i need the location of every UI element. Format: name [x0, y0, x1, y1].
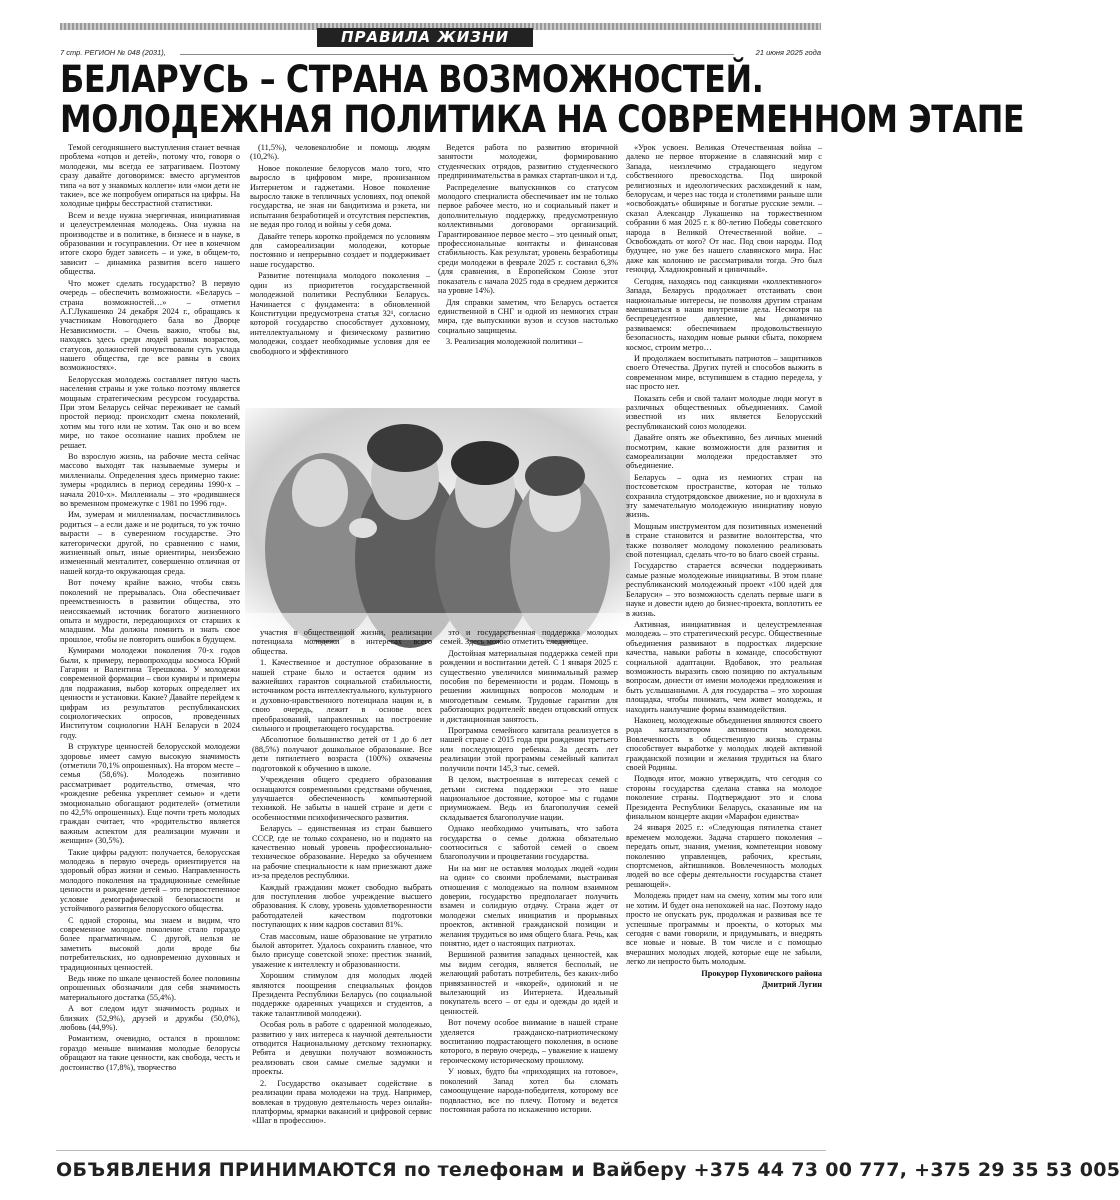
paragraph: участия в общественной жизни, реализации потенциала молодежи в интересах всего общества.: [252, 628, 432, 656]
column-4-text: [626, 143, 822, 967]
paragraph: Кумирами молодежи поколения 70-х годов были, к примеру, первопроходцы космоса Юрий Гагарин и Валентина Терешкова. У молодежи современной формации – свои кумиры и примеры для подражания, выбор которых определяет их ценности и установки. Какие? Давайте перейдем к цифрам из результатов республиканских социологических опросов, проведенных Институтом социологии НАН Беларуси в 2024 году.: [60, 646, 240, 740]
section-rubric: ПРАВИЛА ЖИЗНИ: [317, 28, 533, 47]
paragraph: Государство старается всячески поддерживать самые разные молодежные инициативы. В этом плане республиканский молодежный проект «100 идей для Беларуси» – это возможность сделать первые шаги в науке и довести идею до бизнес-проекта, воплотить ее в жизнь.: [626, 561, 822, 618]
column-1: [60, 143, 240, 1147]
paragraph: Наконец, молодежные объединения являются своего рода катализатором активности молодежи. Вовлеченность в общественную жизнь страны способствует выработке у молодых людей активной гражданской позиции и желания трудиться на благо своей Родины.: [626, 715, 822, 772]
paragraph: Ведется работа по развитию вторичной занятости молодежи, формированию студенческих отрядов, развитию студенческого предпринимательства в рамках стартап-школ и т.д.: [438, 143, 618, 181]
issue-date: 21 июня 2025 года: [755, 48, 821, 57]
page-info: 7 стр. РЕГИОН № 048 (2031),: [60, 48, 166, 57]
paragraph: Распределение выпускников со статусом молодого специалиста обеспечивает им не только первое рабочее место, но и социальный пакет и дополнительную поддержку, предусмотренную коллективными договорами организаций. Гарантированное первое место – это ценный опыт, профессиональные контакты и финансовая стабильность. Как результат, уровень безработицы среди молодежи в феврале 2025 г. составил 6,3% (для сравнения, в Европейском Союзе этот показатель с начала 2025 года в среднем держится на уровне 14%).: [438, 182, 618, 296]
paragraph: «Урок усвоен. Великая Отечественная война – далеко не первое вторжение в славянский мир с Запада, неизлечимо страдающего недугом собственного превосходства. Под широкой религиозных и идеологических расхождений к нам, белорусам, и через нас тогда и столетиями раньше шли «освобождать» обширные и богатые русские земли. – сказал Александр Лукашенко на торжественном собрании 6 мая 2025 г. к 80-летию Победы советского народа в Великой Отечественной войне. – Освобождать от кого? От нас. Под свои народы. Под будущее, но уже без нашего славянского мира. Нас даже как колонию не рассматривали тогда. Это был геноцид. Хладнокровный и циничный».: [626, 143, 822, 275]
column-3-top: [438, 143, 618, 401]
paragraph: Что может сделать государство? В первую очередь – обеспечить возможности. «Беларусь – страна возможностей…» – отметил А.Г.Лукашенко 24 декабря 2024 г., обращаясь к участникам Новогоднего бала во Дворце Независимости. – Очень важно, чтобы вы, находясь здесь среди людей разных возрастов, статусов, должностей почувствовали суть уклада нашего общества, где все равны в своих возможностях».: [60, 278, 240, 373]
header-divider: [180, 54, 734, 55]
paragraph: Мощным инструментом для позитивных изменений в стране становится и развитие волонтерства, что также позволяет молодому поколению реализовать свой потенциал, сделать что-то во благо своей страны.: [626, 521, 822, 560]
paragraph: это и государственная поддержка молодых семей. Здесь можно отметить следующее.: [440, 628, 618, 647]
paragraph: С одной стороны, мы знаем и видим, что современное молодое поколение стало гораздо более прагматичным. С другой, нельзя не заметить высокой доли вроде бы потребительских, но одновременно духовных и традиционных ценностей.: [60, 915, 240, 972]
paragraph: Вершиной развития западных ценностей, как мы видим сегодня, является бесполый, не желающий работать потребитель, без каких-либо привязанностей и «якорей», одинокий и не вылезающий из Интернета. Идеальный покупатель всего – от еды и одежды до идей и ценностей.: [440, 950, 618, 1016]
paragraph: Вот почему крайне важно, чтобы связь поколений не прерывалась. Она обеспечивает преемственность в развитии общества, это неиссякаемый источник богатого жизненного опыта и мудрости, передающихся от старших к младшим. Мы должны помнить и знать свое прошлое, чтобы не повторить ошибок в будущем.: [60, 578, 240, 644]
paragraph: И продолжаем воспитывать патриотов – защитников своего Отечества. Других путей и способов выжить в современном мире, вступившем в стадию передела, у нас просто нет.: [626, 353, 822, 392]
paragraph: В структуре ценностей белорусской молодежи здоровье имеет самую высокую значимость (отметили 70,1% опрошенных). На втором месте – семья (58,6%). Молодежь позитивно рассматривает родительство, отмечая, что «рождение ребенка укрепляет семью» и «дети эмоционально обогащают родителей» (отметили по 42,5% опрошенных). Еще почти треть молодых граждан считает, что «родительство является важным аспектом для реализации мужчин и женщин» (30,5%).: [60, 742, 240, 846]
footer-ad-banner: ОБЪЯВЛЕНИЯ ПРИНИМАЮТСЯ по телефонам и Вайберу +375 44 73 00 777, +375 29 35 53 005: [56, 1150, 826, 1189]
paragraph: Особая роль в работе с одаренной молодежью, развитию у них интереса к научной деятельности отводится Национальному детскому технопарку. Ребята и девушки получают возможность реализовать свои самые смелые задумки и проекты.: [252, 1020, 432, 1077]
column-3-bottom: [440, 628, 618, 1146]
paragraph: Став массовым, наше образование не утратило былой авторитет. Удалось сохранить главное, что было присуще советской эпохе: престиж знаний, уважение к интеллекту и образованности.: [252, 931, 432, 969]
paragraph: У новых, будто бы «приходящих на готовое», поколений Запад хотел бы сломать самоощущение народа-победителя, которому все подвластно, все по плечу. Потому и ведется постоянная работа по искажению истории.: [440, 1067, 618, 1114]
signature-name: Дмитрий Лугин: [761, 979, 822, 989]
paragraph: Программа семейного капитала реализуется в нашей стране с 2015 года при рождении третьего или последующего ребенка. За десять лет реализации этой программы семейный капитал получили почти 145,3 тыс. семей.: [440, 726, 618, 773]
paragraph: Ни на миг не оставляя молодых людей «один на один» со своими проблемами, выстраивая отношения с молодежью на полном взаимном доверии, государство предполагает получить взамен и солидную отдачу. Страна ждет от молодежи смелых инициатив и прорывных проектов, активной гражданской позиции и желания трудиться во имя общего блага. Речь, как понятно, идет о настоящих патриотах.: [440, 863, 618, 948]
paragraph: Новое поколение белорусов мало того, что выросло в цифровом мире, пронизанном Интернетом и гаджетами. Новое поколение выросло также в тепличных условиях, под опекой государства, не зная ни бандитизма и рэкета, ни испытания безработицей и отсутствия перспектив, не ведая про голод и войны у себя дома.: [250, 163, 430, 230]
paragraph: Подводя итог, можно утверждать, что сегодня со стороны государства сделана ставка на молодое поколение страны. Подтверждают это и слова Президента Республики Беларусь, сказанные им на финальном концерте акции «Марафон единства»: [626, 774, 822, 822]
paragraph: Темой сегодняшнего выступления станет вечная проблема «отцов и детей», потому что, говоря о молодежи, мы всегда ее затрагиваем. Поэтому сразу давайте договоримся: вместо аргументов типа «а вот у знакомых коллеги» или «мои дети не такие», все же попробуем опираться на цифры. На холодные цифры бесстрастной статистики.: [60, 143, 240, 209]
paragraph: Вот почему особое внимание в нашей стране уделяется гражданско-патриотическому воспитанию подрастающего поколения, в основе которого, в первую очередь, – уважение к нашему героическому историческому прошлому.: [440, 1018, 618, 1065]
paragraph: Достойная материальная поддержка семей при рождении и воспитании детей. С 1 января 2025 г. существенно увеличился минимальный размер пособия по беременности и родам. Помощь в решении жилищных вопросов молодым и многодетным семьям. Трудовые гарантии для работающих родителей: введен отцовский отпуск и дистанционная занятость.: [440, 648, 618, 724]
paragraph: Хорошим стимулом для молодых людей являются поощрения специальных фондов Президента Республики Беларусь (по социальной поддержке одаренных учащихся и студентов, а также талантливой молодежи).: [252, 971, 432, 1018]
paragraph: Давайте опять же объективно, без личных мнений посмотрим, какие возможности для развития и самореализации молодежи предоставляет это объединение.: [626, 433, 822, 471]
paragraph: Такие цифры радуют: получается, белорусская молодежь в первую очередь ориентируется на здоровый образ жизни и семью. Направленность молодого поколения на традиционные семейные ценности и рождение детей – это первостепенное условие демографической безопасности и устойчивого развития белорусского общества.: [60, 847, 240, 914]
paragraph: Для справки заметим, что Беларусь остается единственной в СНГ и одной из немногих стран мира, где выпускники вузов и ссузов настолько социально защищены.: [438, 297, 618, 335]
paragraph: Активная, инициативная и целеустремленная молодежь – это стратегический ресурс. Общественные объединения развивают в подростках лидерские качества, навыки работы в команде, способствуют социальной адаптации. Вдобавок, это реальная возможность выразить свою позицию по актуальным вопросам, донести от имени молодежи предложения и быть услышанными. А для государства – это хорошая площадка, чтобы понимать, чем живет молодежь, и находить наилучшие формы взаимодействия.: [626, 619, 822, 714]
paragraph: 3. Реализация молодежной политики –: [446, 337, 583, 347]
paragraph: Абсолютное большинство детей от 1 до 6 лет (88,5%) получают дошкольное образование. Все дети пятилетнего возраста (100%) охвачены подготовкой к обучению в школе.: [252, 735, 432, 773]
paragraph: В целом, выстроенная в интересах семей с детьми система поддержки – это наше национальное достояние, которое мы с годами приумножаем. Ведь из благополучия семей складывается благополучие нации.: [440, 775, 618, 822]
paragraph: Показать себя и свой талант молодые люди могут в различных общественных объединениях. Самой известной из них является Белорусский республиканский союз молодежи.: [626, 393, 822, 431]
paragraph: Однако необходимо учитывать, что забота государства о семье должна обязательно соотноситься с заботой семей о своем благополучии и процветании государства.: [440, 824, 618, 862]
paragraph: Романтизм, очевидно, остался в прошлом: гораздо меньше внимания молодые белорусы обращают на такие ценности, как свобода, честь и достоинство (17,8%), творчество: [60, 1034, 240, 1072]
paragraph: А вот следом идут значимость родных и близких (52,9%), друзей и дружбы (50,0%), любовь (44,9%).: [60, 1004, 240, 1032]
paragraph: Учреждения общего среднего образования оснащаются современными средствами обучения, улучшается обеспеченность компьютерной техникой. Не забыты в нашей стране и дети с особенностями психофизического развития.: [252, 775, 432, 822]
column-2-bottom: [252, 628, 432, 1146]
paragraph: 2. Государство оказывает содействие в реализации права молодежи на труд. Например, вовлекая в трудовую деятельность через онлайн-платформы, ярмарки вакансий и цифровой сервис «Шаг в профессию».: [252, 1078, 432, 1126]
paragraph: Беларусь – одна из немногих стран на постсоветском пространстве, которая не только сохранила студотрядовское движение, но и вдохнула в эту замечательную молодежную инициативу новую жизнь.: [626, 472, 822, 520]
paragraph: Всем и везде нужна энергичная, инициативная и целеустремленная молодежь. Она нужна на производстве и в политике, в бизнесе и в науке, в образовании и госуправлении. От нее в конечном итоге скоро будет зависеть – и уже, в общем-то, зависит – динамика развития всего нашего общества.: [60, 210, 240, 277]
paragraph: Каждый гражданин может свободно выбрать для поступления любое учреждение высшего образования. К слову, уровень удовлетворенности работодателей качеством подготовки поступающих к ним кадров составил 81%.: [252, 882, 432, 930]
paragraph: Молодежь придет нам на смену, хотим мы того или не хотим. И будет она непохожей на нас. Поэтому надо просто не опускать рук, продолжая и развивая все те успешные программы и проекты, о которых мы сегодня с вами говорили, и придумывать, и внедрять все новые и новые. В том числе и с помощью вчерашних молодых людей, которые еще не забыли, легко ли непросто быть молодым.: [626, 891, 822, 967]
paragraph: Ведь ниже по шкале ценностей более половины опрошенных обозначили для себя значимость материального достатка (55,4%).: [60, 973, 240, 1002]
paragraph: Развитие потенциала молодого поколения – один из приоритетов государственной молодежной политики Республики Беларусь. Начинается с фундамента: в обновленной Конституции предусмотрена статья 32¹, согласно которой государство способствует духовному, интеллектуальному и физическому развитию молодежи, создает необходимые условия для ее свободного и эффективного: [250, 271, 430, 356]
paragraph: 1. Качественное и доступное образование в нашей стране было и остается одним из важнейших гарантов социальной стабильности, источником роста интеллектуального, культурного и духовно-нравственного потенциала нации и, в свою очередь, лежит в основе всех преобразований, направленных на построение сильного и процветающего государства.: [252, 658, 432, 734]
group-photo-icon: [245, 408, 630, 640]
article-photo: [245, 408, 630, 640]
paragraph: Сегодня, находясь под санкциями «коллективного» Запада, Беларусь продолжает отстаивать свои национальные интересы, не позволяя другим странам вмешиваться в наши внутренние дела. Несмотря на беспрецедентное давление, мы динамично развиваемся: обеспечиваем продовольственную безопасность, находим новые рынки сбыта, покоряем космос, строим метро…: [626, 276, 822, 352]
headline-line-1: БЕЛАРУСЬ – СТРАНА ВОЗМОЖНОСТЕЙ.: [60, 58, 764, 101]
signature-title: Прокурор Пуховичского района: [701, 968, 822, 978]
paragraph: Беларусь – единственная из стран бывшего СССР, где не только сохранено, но и поднято на качественно новый уровень профессионально-техническое образование. Нередко за обучением на рабочие специальности к нам приезжают даже из-за пределов республики.: [252, 824, 432, 881]
paragraph: Белорусская молодежь составляет пятую часть населения страны и уже только поэтому является мощным стратегическим ресурсом государства. При этом Беларусь сейчас переживает не самый простой период: происходит смена поколений, хотим мы того или не хотим. Так оно и во всем мире, но такое осознание наших проблем не решает.: [60, 374, 240, 450]
headline-line-2: МОЛОДЕЖНАЯ ПОЛИТИКА НА СОВРЕМЕННОМ ЭТАПЕ: [60, 98, 1025, 141]
column-2-top: [250, 143, 430, 425]
column-4: [626, 143, 822, 1147]
paragraph: (11,5%), человеколюбие и помощь людям (10,2%).: [250, 143, 430, 162]
paragraph: 24 января 2025 г.: «Следующая пятилетка станет временем молодежи. Задача старшего поколения – передать опыт, знания, умения, компетенции новому поколению управленцев, рабочих, крестьян, спортсменов, айтишников. Вовлеченность молодых людей во все сферы деятельности государства станет решающей».: [626, 823, 822, 889]
paragraph: Им, зумерам и миллениалам, посчастливилось родиться – а если даже и не родиться, то уж точно вырасти – в суверенном государстве. Это категорически другой, по сравнению с нами, жизненный опыт, иные ориентиры, неизбежно измененный менталитет, совершенно отличная от нашей когда-то окружающая среда.: [60, 510, 240, 576]
paragraph: Во взрослую жизнь, на рабочие места сейчас массово выходят так называемые зумеры и миллениалы. Определения здесь примерно такие: зумеры «родились в период середины 1990-х – начала 2010-х». Миллениалы – это «родившиеся во временном промежутке с 1981 по 1996 год».: [60, 452, 240, 509]
article-headline: [60, 58, 1025, 141]
paragraph: Давайте теперь коротко пройдемся по условиям для самореализации молодежи, которые постоянно и непрерывно создает и поддерживает наше государство.: [250, 231, 430, 269]
